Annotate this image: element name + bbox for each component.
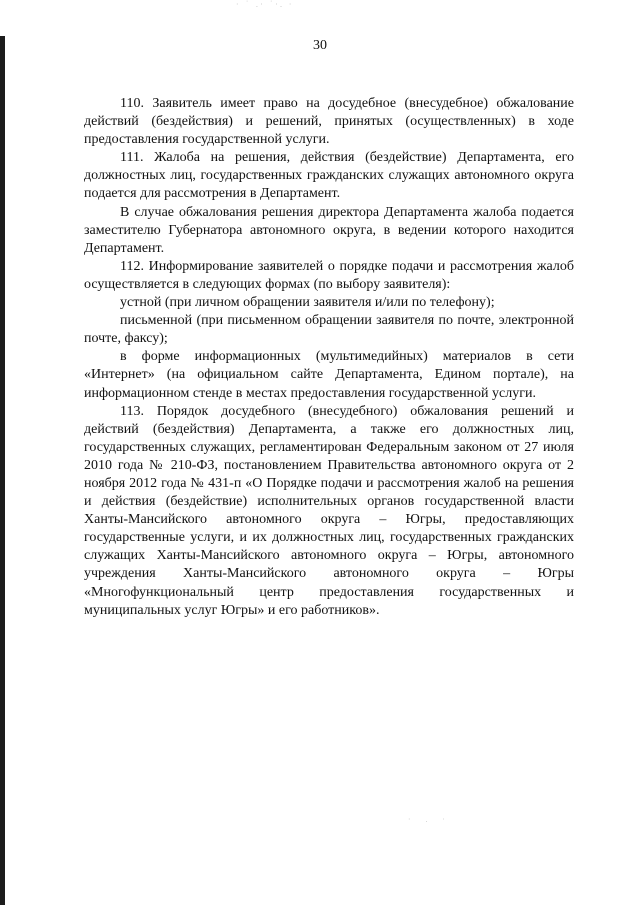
paragraph-internet-form: в форме информационных (мультимедийных) материалов в сети «Интернет» (на официальном сайте Департамента, Едином портале), на информационном стенде в местах предоставления государственной услуги. bbox=[84, 349, 574, 401]
paragraph-113: 113. Порядок досудебного (внесудебного) обжалования решений и действий (бездействия) Департамента, а также его должностных лиц, государственных служащих, регламентирован Федеральным законом от 27 июля 2010 года № 210-ФЗ, постановлением Правительства автономного округа от 2 ноября 2012 года № 431-п «О Порядке подачи и рассмотрения жалоб на решения и действия (бездействие) исполнительных органов государственной власти Ханты-Мансийского автономного округа – Югры, предоставляющих государственные услуги, и их должностных лиц, государственных гражданских служащих Ханты-Мансийского автономного округа – Югры, автономного учреждения Ханты-Мансийского автономного округа – Югры «Многофункциональный центр предоставления государственных и муниципальных услуг Югры» и его работников». bbox=[84, 403, 574, 618]
scan-noise: · ˙ .· ˙·. · bbox=[236, 0, 294, 9]
paragraph-written-form: письменной (при письменном обращении заявителя по почте, электронной почте, факсу); bbox=[84, 313, 574, 347]
scan-noise-bottom: · . · bbox=[408, 815, 451, 824]
paragraph-110: 110. Заявитель имеет право на досудебное (внесудебное) обжалование действий (бездействия) и решений, принятых (осуществленных) в ходе предоставления государственной услуги. bbox=[84, 96, 574, 148]
document-body bbox=[84, 95, 574, 620]
paragraph-appeal-director: В случае обжалования решения директора Департамента жалоба подается заместителю Губернатора автономного округа, в ведении которого находится Департамент. bbox=[84, 204, 574, 256]
paragraph-112: 112. Информирование заявителей о порядке подачи и рассмотрения жалоб осуществляется в следующих формах (по выбору заявителя): bbox=[84, 258, 574, 292]
paragraph-oral-form: устной (при личном обращении заявителя и/или по телефону); bbox=[120, 295, 495, 311]
scan-left-edge bbox=[0, 36, 5, 905]
page-number: 30 bbox=[313, 38, 327, 53]
paragraph-111: 111. Жалоба на решения, действия (бездействие) Департамента, его должностных лиц, государственных гражданских служащих автономного округа подается для рассмотрения в Департамент. bbox=[84, 150, 574, 202]
